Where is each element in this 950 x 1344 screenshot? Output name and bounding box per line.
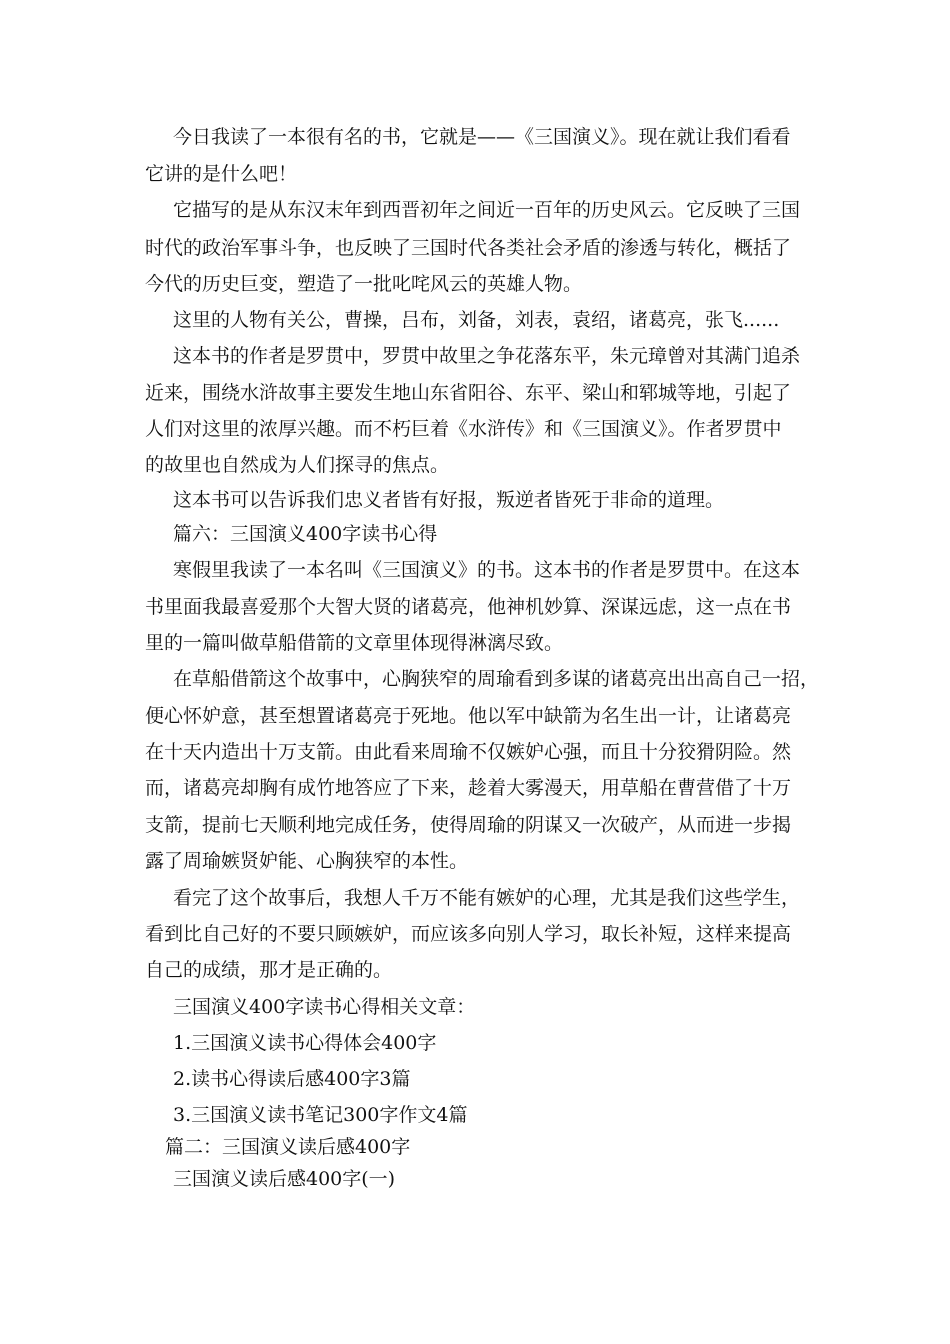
text-line-22: 看完了这个故事后，我想人千万不能有嫉妒的心理，尤其是我们这些学生， — [173, 887, 801, 909]
text-line-14: 书里面我最喜爱那个大智大贤的诸葛亮，他神机妙算、深谋远虑，这一点在书 — [145, 596, 792, 618]
text-line-16: 在草船借箭这个故事中，心胸狭窄的周瑜看到多谋的诸葛亮出出高自己一招， — [173, 668, 820, 690]
text-line-1: 今日我读了一本很有名的书，它就是——《三国演义》。现在就让我们看看 — [173, 126, 791, 148]
text-line-5: 今代的历史巨变，塑造了一批叱咤风云的英雄人物。 — [145, 273, 583, 295]
subsection-heading: 三国演义读后感400字(一) — [173, 1168, 396, 1190]
text-line-19: 而，诸葛亮却胸有成竹地答应了下来，趁着大雾漫天，用草船在曹营借了十万 — [145, 777, 792, 799]
text-line-17: 便心怀妒意，甚至想置诸葛亮于死地。他以军中缺箭为名生出一计，让诸葛亮 — [145, 705, 792, 727]
text-line-8: 近来，围绕水浒故事主要发生地山东省阳谷、东平、梁山和郓城等地，引起了 — [145, 382, 792, 404]
text-line-21: 露了周瑜嫉贤妒能、心胸狭窄的本性。 — [145, 850, 469, 872]
text-line-7: 这本书的作者是罗贯中，罗贯中故里之争花落东平，朱元璋曾对其满门追杀 — [173, 345, 801, 367]
section-heading-2: 篇二：三国演义读后感400字 — [165, 1136, 411, 1158]
text-line-24: 自己的成绩，那才是正确的。 — [145, 959, 393, 981]
text-line-3: 它描写的是从东汉末年到西晋初年之间近一百年的历史风云。它反映了三国 — [173, 199, 801, 221]
related-article-link-2[interactable]: 2.读书心得读后感400字3篇 — [173, 1068, 411, 1090]
text-line-10: 的故里也自然成为人们探寻的焦点。 — [145, 454, 450, 476]
related-articles-heading: 三国演义400字读书心得相关文章： — [173, 996, 476, 1018]
text-line-18: 在十天内造出十万支箭。由此看来周瑜不仅嫉妒心强，而且十分狡猾阴险。然 — [145, 741, 792, 763]
text-line-23: 看到比自己好的不要只顾嫉妒，而应该多向别人学习，取长补短，这样来提高 — [145, 923, 792, 945]
text-line-11: 这本书可以告诉我们忠义者皆有好报，叛逆者皆死于非命的道理。 — [173, 489, 725, 511]
text-line-13: 寒假里我读了一本名叫《三国演义》的书。这本书的作者是罗贯中。在这本 — [173, 559, 801, 581]
text-line-6: 这里的人物有关公，曹操，吕布，刘备，刘表，袁绍，诸葛亮，张飞...... — [173, 309, 780, 331]
text-line-20: 支箭，提前七天顺利地完成任务，使得周瑜的阴谋又一次破产，从而进一步揭 — [145, 814, 792, 836]
section-heading-6: 篇六：三国演义400字读书心得 — [173, 523, 438, 545]
related-article-link-1[interactable]: 1.三国演义读书心得体会400字 — [173, 1032, 437, 1054]
text-line-9: 人们对这里的浓厚兴趣。而不朽巨着《水浒传》和《三国演义》。作者罗贯中 — [145, 418, 782, 440]
text-line-2: 它讲的是什么吧！ — [145, 163, 298, 185]
related-article-link-3[interactable]: 3.三国演义读书笔记300字作文4篇 — [173, 1104, 468, 1126]
text-line-4: 时代的政治军事斗争，也反映了三国时代各类社会矛盾的渗透与转化，概括了 — [145, 237, 792, 259]
text-line-15: 里的一篇叫做草船借箭的文章里体现得淋漓尽致。 — [145, 632, 564, 654]
